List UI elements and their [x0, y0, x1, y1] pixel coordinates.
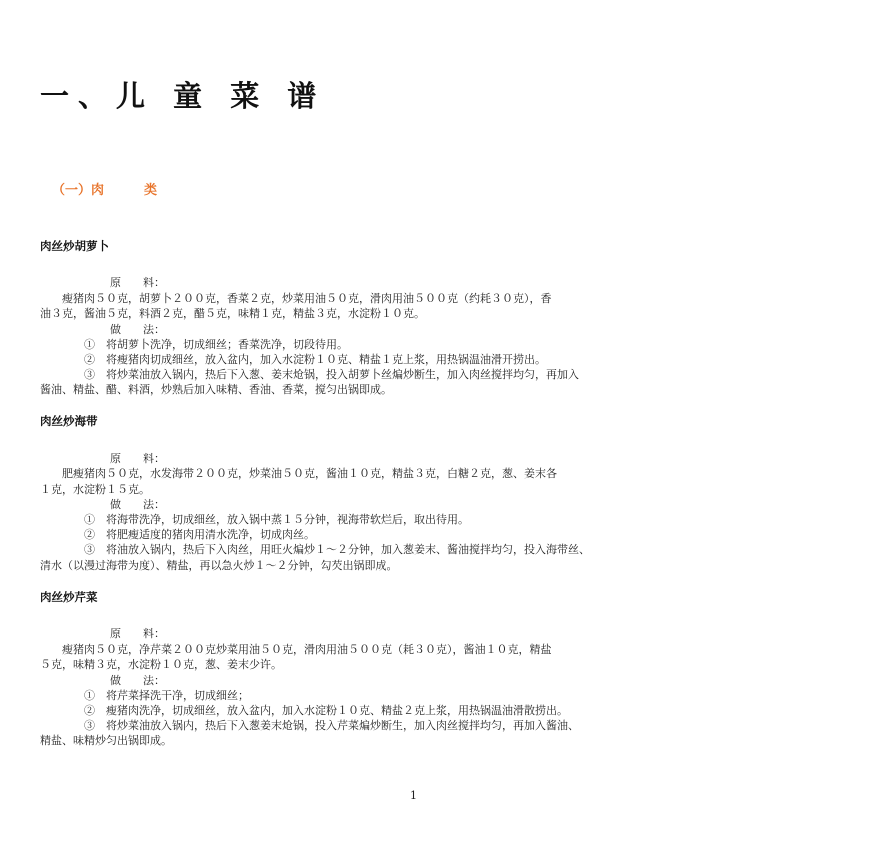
method-step: 清水（以漫过海带为度）、精盐，再以急火炒１～２分钟，勾芡出锅即成。	[40, 559, 398, 572]
ingredients-text: ５克，味精３克，水淀粉１０克，葱、姜末少许。	[40, 658, 282, 671]
method-step: ① 将胡萝卜洗净，切成细丝；香菜洗净，切段待用。	[84, 338, 348, 351]
ingredients-text: 瘦猪肉５０克，胡萝卜２００克，香菜２克，炒菜用油５０克，滑肉用油５００克（约耗３０克），香	[62, 292, 552, 305]
ingredients-label: 原 料：	[110, 276, 165, 289]
recipe-title: 肉丝炒芹菜	[40, 590, 98, 604]
page-number: 1	[410, 789, 417, 802]
method-step: 酱油、精盐、醋、料酒，炒熟后加入味精、香油、香菜，搅匀出锅即成。	[40, 383, 392, 396]
section-label-b: 类	[144, 183, 158, 198]
section-label-a: （一）肉	[52, 183, 105, 198]
method-step: ③ 将油放入锅内，热后下入肉丝，用旺火煸炒１～２分钟，加入葱姜末、酱油搅拌均匀，投入海带丝、	[84, 543, 590, 556]
section-heading	[52, 179, 157, 198]
method-step: 精盐、味精炒匀出锅即成。	[40, 734, 172, 747]
ingredients-label: 原 料：	[110, 452, 165, 465]
page-title: 一、儿 童 菜 谱	[40, 79, 326, 113]
ingredients-text: 瘦猪肉５０克，净芹菜２００克炒菜用油５０克，滑肉用油５００克（耗３０克），酱油１０克，精盐	[62, 643, 552, 656]
recipe-title: 肉丝炒胡萝卜	[40, 239, 109, 253]
method-step: ② 瘦猪肉洗净，切成细丝，放入盆内，加入水淀粉１０克、精盐２克上浆，用热锅温油滑散捞出。	[84, 704, 568, 717]
method-step: ③ 将炒菜油放入锅内，热后下入葱姜末炝锅，投入芹菜煸炒断生，加入肉丝搅拌均匀，再加入酱油、	[84, 719, 579, 732]
ingredients-text: 油３克，酱油５克，料酒２克，醋５克，味精１克，精盐３克，水淀粉１０克。	[40, 307, 425, 320]
method-step: ② 将肥瘦适度的猪肉用清水洗净，切成肉丝。	[84, 528, 315, 541]
method-step: ③ 将炒菜油放入锅内，热后下入葱、姜末炝锅，投入胡萝卜丝煸炒断生，加入肉丝搅拌均匀，再加入	[84, 368, 579, 381]
method-label: 做 法：	[110, 323, 165, 336]
method-label: 做 法：	[110, 674, 165, 687]
recipe-title: 肉丝炒海带	[40, 414, 98, 428]
ingredients-text: １克，水淀粉１５克。	[40, 483, 150, 496]
method-step: ② 将瘦猪肉切成细丝，放入盆内，加入水淀粉１０克、精盐１克上浆，用热锅温油滑开捞出。	[84, 353, 546, 366]
method-step: ① 将芹菜择洗干净，切成细丝；	[84, 689, 249, 702]
method-label: 做 法：	[110, 498, 165, 511]
ingredients-label: 原 料：	[110, 627, 165, 640]
ingredients-text: 肥瘦猪肉５０克，水发海带２００克，炒菜油５０克，酱油１０克，精盐３克，白糖２克，葱、姜末各	[62, 467, 557, 480]
method-step: ① 将海带洗净，切成细丝，放入锅中蒸１５分钟，视海带软烂后，取出待用。	[84, 513, 469, 526]
